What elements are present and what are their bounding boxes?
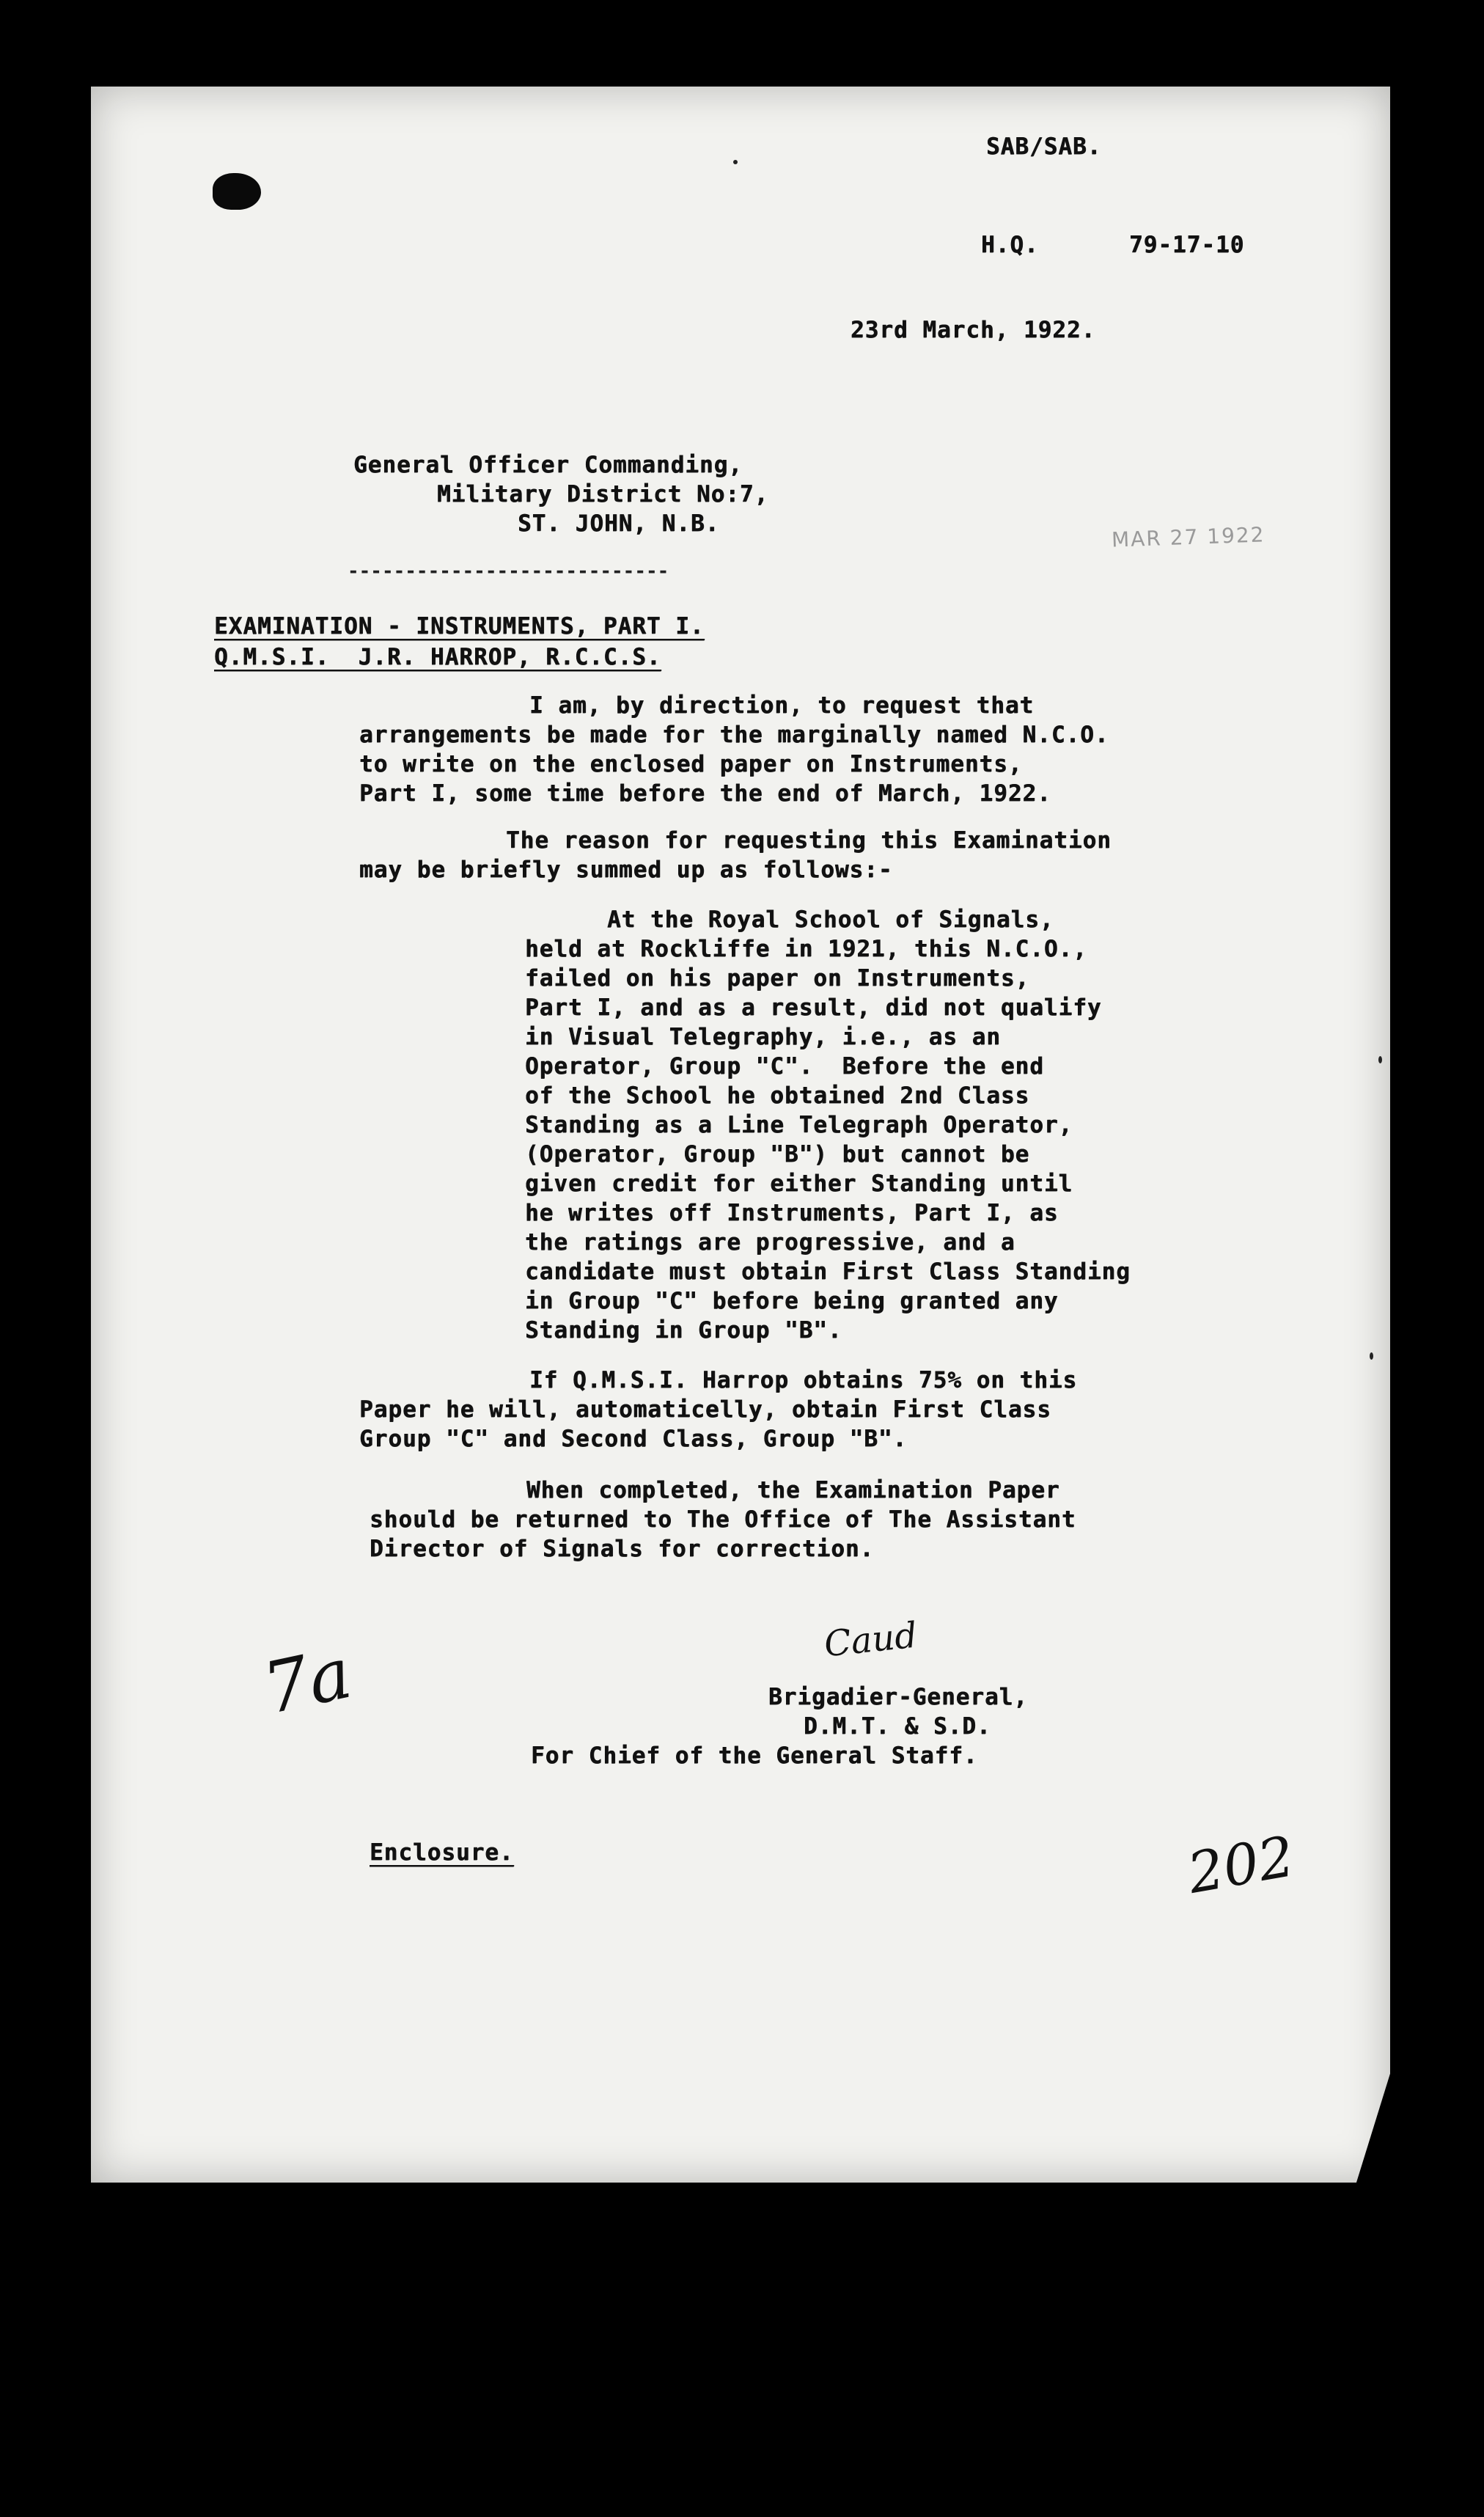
body-p2-line-2: may be briefly summed up as follows:- — [359, 857, 893, 883]
received-date-stamp: MAR 27 1922 — [1111, 522, 1266, 552]
ink-speck — [733, 160, 738, 164]
body-p4-line-3: Director of Signals for correction. — [370, 1536, 875, 1562]
folio-number: 202 — [1183, 1823, 1299, 1906]
addressee-rule: ---------------------------- — [348, 560, 669, 582]
quote-line-6: Operator, Group "C". Before the end — [525, 1053, 1044, 1080]
body-p1-line-4: Part I, some time before the end of March, 1922. — [359, 780, 1051, 807]
subject-line-1: EXAMINATION - INSTRUMENTS, PART I. — [214, 613, 705, 640]
quote-line-15: Standing in Group "B". — [525, 1317, 842, 1344]
ink-blot — [213, 173, 261, 210]
signature-rank: Brigadier-General, — [768, 1684, 1028, 1710]
ink-speck — [1370, 1352, 1373, 1360]
file-number: 79-17-10 — [1129, 232, 1245, 258]
handwritten-signature: Caud — [822, 1614, 919, 1666]
margin-initials: 7a — [256, 1631, 359, 1731]
quote-line-11: he writes off Instruments, Part I, as — [525, 1200, 1059, 1226]
quote-line-4: Part I, and as a result, did not qualify — [525, 994, 1102, 1021]
body-p1-line-1: I am, by direction, to request that — [529, 692, 1035, 719]
letter-date: 23rd March, 1922. — [851, 317, 1096, 343]
body-p1-line-2: arrangements be made for the marginally named N.C.O. — [359, 722, 1109, 748]
quote-line-10: given credit for either Standing until — [525, 1170, 1073, 1197]
enclosure-label: Enclosure. — [370, 1839, 514, 1866]
quote-line-2: held at Rockliffe in 1921, this N.C.O., — [525, 936, 1087, 962]
addressee-line-2: Military District No:7, — [437, 481, 769, 508]
signature-appointment: D.M.T. & S.D. — [804, 1713, 991, 1740]
body-p4-line-2: should be returned to The Office of The Assistant — [370, 1506, 1076, 1533]
body-p1-line-3: to write on the enclosed paper on Instruments, — [359, 751, 1023, 777]
quote-line-13: candidate must obtain First Class Standing — [525, 1258, 1131, 1285]
quote-line-8: Standing as a Line Telegraph Operator, — [525, 1112, 1073, 1138]
quote-line-12: the ratings are progressive, and a — [525, 1229, 1015, 1256]
quote-line-9: (Operator, Group "B") but cannot be — [525, 1141, 1030, 1168]
quote-line-14: in Group "C" before being granted any — [525, 1288, 1059, 1314]
quote-line-1: At the Royal School of Signals, — [607, 906, 1054, 933]
body-p3-line-1: If Q.M.S.I. Harrop obtains 75% on this — [529, 1367, 1078, 1393]
body-p3-line-3: Group "C" and Second Class, Group "B". — [359, 1426, 908, 1452]
body-p2-line-1: The reason for requesting this Examination — [506, 827, 1112, 854]
quote-line-5: in Visual Telegraphy, i.e., as an — [525, 1024, 1001, 1050]
reference-initials: SAB/SAB. — [986, 133, 1102, 160]
ink-speck — [1378, 1056, 1382, 1063]
body-p4-line-1: When completed, the Examination Paper — [526, 1477, 1060, 1503]
quote-line-7: of the School he obtained 2nd Class — [525, 1082, 1030, 1109]
addressee-line-1: General Officer Commanding, — [353, 452, 743, 478]
quote-line-3: failed on his paper on Instruments, — [525, 965, 1030, 992]
addressee-line-3: ST. JOHN, N.B. — [518, 510, 720, 537]
hq-label: H.Q. — [981, 232, 1039, 258]
body-p3-line-2: Paper he will, automaticelly, obtain First Class — [359, 1396, 1051, 1423]
subject-line-2: Q.M.S.I. J.R. HARROP, R.C.C.S. — [214, 644, 661, 670]
signature-for-line: For Chief of the General Staff. — [531, 1743, 978, 1769]
